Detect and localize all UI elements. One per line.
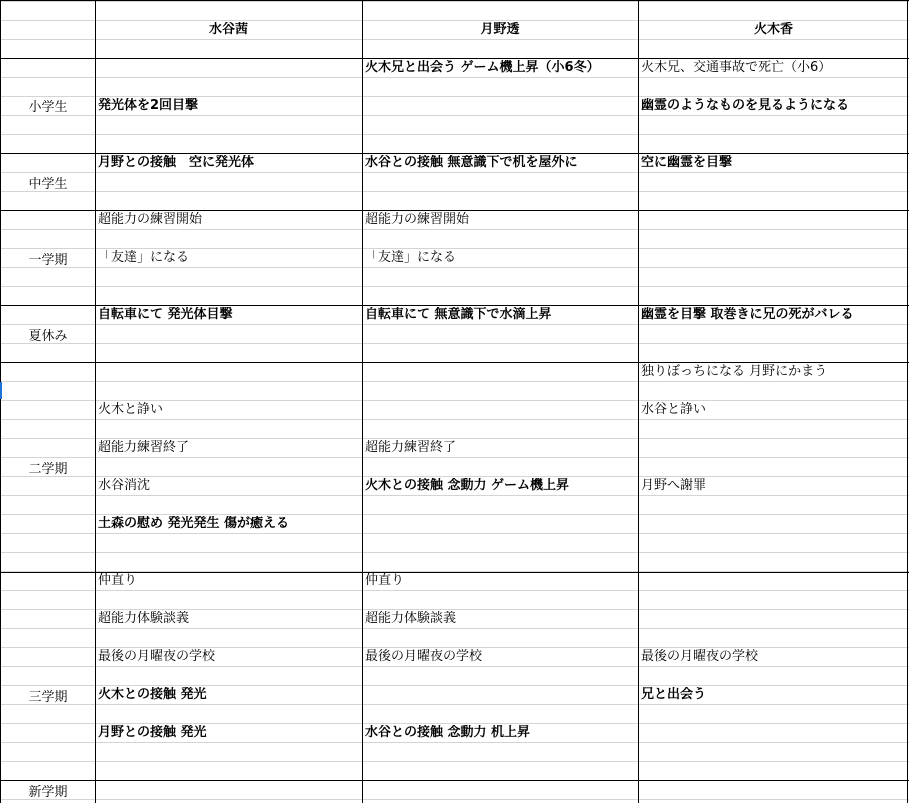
row-gridline <box>0 77 909 78</box>
row-gridline <box>0 647 909 648</box>
timeline-entry[interactable]: 火木兄と出会う ゲーム機上昇（小6冬） <box>365 60 600 75</box>
row-gridline <box>0 590 909 591</box>
row-gridline <box>0 723 909 724</box>
row-gridline <box>0 134 909 135</box>
row-gridline <box>0 457 909 458</box>
column-border <box>362 0 363 803</box>
timeline-entry[interactable]: 最後の月曜夜の学校 <box>365 649 483 664</box>
timeline-entry[interactable]: 仲直り <box>365 573 405 588</box>
period-label: 三学期 <box>28 690 68 705</box>
row-gridline <box>0 799 909 800</box>
timeline-entry[interactable]: 水谷との接触 念動力 机上昇 <box>365 725 531 740</box>
section-border <box>0 153 909 154</box>
row-gridline <box>0 381 909 382</box>
column-border <box>907 0 908 803</box>
timeline-entry[interactable]: 月野との接触 空に発光体 <box>98 155 255 170</box>
row-gridline <box>0 96 909 97</box>
row-gridline <box>0 685 909 686</box>
timeline-entry[interactable]: 土森の慰め 発光発生 傷が癒える <box>98 516 290 531</box>
period-label: 夏休み <box>28 329 68 344</box>
timeline-entry[interactable]: 幽霊のようなものを見るようになる <box>641 98 850 113</box>
column-header: 水谷茜 <box>208 22 248 37</box>
timeline-entry[interactable]: 超能力体験談義 <box>98 611 190 626</box>
timeline-entry[interactable]: 超能力練習終了 <box>98 440 190 455</box>
row-gridline <box>0 39 909 40</box>
row-gridline <box>0 495 909 496</box>
timeline-entry[interactable]: 自転車にて 無意識下で水滴上昇 <box>365 307 552 322</box>
column-border <box>0 0 1 803</box>
row-gridline <box>0 704 909 705</box>
timeline-entry[interactable]: 「友達」になる <box>98 250 190 265</box>
row-gridline <box>0 1 909 2</box>
column-border <box>95 0 96 803</box>
timeline-entry[interactable]: 幽霊を目撃 取巻きに兄の死がバレる <box>641 307 854 322</box>
section-border <box>0 780 909 781</box>
column-header: 月野透 <box>480 22 520 37</box>
row-gridline <box>0 400 909 401</box>
row-gridline <box>0 761 909 762</box>
row-gridline <box>0 609 909 610</box>
timeline-entry[interactable]: 兄と出会う <box>641 687 707 702</box>
timeline-entry[interactable]: 火木と諍い <box>98 402 164 417</box>
timeline-entry[interactable]: 水谷消沈 <box>98 478 151 493</box>
section-border <box>0 362 909 363</box>
timeline-entry[interactable]: 火木兄、交通事故で死亡（小6） <box>641 60 832 75</box>
row-gridline <box>0 191 909 192</box>
timeline-entry[interactable]: 仲直り <box>98 573 138 588</box>
timeline-entry[interactable]: 超能力の練習開始 <box>365 212 470 227</box>
row-gridline <box>0 666 909 667</box>
timeline-entry[interactable]: 最後の月曜夜の学校 <box>641 649 759 664</box>
timeline-entry[interactable]: 水谷との接触 無意識下で机を屋外に <box>365 155 578 170</box>
row-gridline <box>0 229 909 230</box>
section-border <box>0 210 909 211</box>
row-gridline <box>0 20 909 21</box>
section-border <box>0 58 909 59</box>
row-gridline <box>0 286 909 287</box>
timeline-entry[interactable]: 月野との接触 発光 <box>98 725 207 740</box>
timeline-entry[interactable]: 超能力練習終了 <box>365 440 457 455</box>
timeline-entry[interactable]: 火木との接触 発光 <box>98 687 207 702</box>
row-gridline <box>0 438 909 439</box>
row-gridline <box>0 742 909 743</box>
section-border <box>0 305 909 306</box>
section-border <box>0 0 909 1</box>
timeline-entry[interactable]: 火木との接触 念動力 ゲーム機上昇 <box>365 478 570 493</box>
timeline-entry[interactable]: 月野へ謝罪 <box>641 478 707 493</box>
timeline-entry[interactable]: 最後の月曜夜の学校 <box>98 649 216 664</box>
timeline-entry[interactable]: 発光体を2回目撃 <box>98 98 199 113</box>
timeline-entry[interactable]: 独りぼっちになる 月野にかまう <box>641 364 828 379</box>
row-gridline <box>0 514 909 515</box>
timeline-entry[interactable]: 超能力体験談義 <box>365 611 457 626</box>
column-border <box>638 0 639 803</box>
timeline-entry[interactable]: 水谷と諍い <box>641 402 707 417</box>
row-gridline <box>0 628 909 629</box>
row-gridline <box>0 343 909 344</box>
row-gridline <box>0 248 909 249</box>
row-gridline <box>0 533 909 534</box>
period-label: 二学期 <box>28 462 68 477</box>
cell-cursor <box>0 382 2 399</box>
timeline-entry[interactable]: 空に幽霊を目撃 <box>641 155 733 170</box>
row-gridline <box>0 115 909 116</box>
timeline-entry[interactable]: 超能力の練習開始 <box>98 212 203 227</box>
row-gridline <box>0 324 909 325</box>
timeline-entry[interactable]: 自転車にて 発光体目撃 <box>98 307 233 322</box>
period-label: 新学期 <box>28 785 68 800</box>
period-label: 一学期 <box>28 253 68 268</box>
column-header: 火木香 <box>753 22 793 37</box>
row-gridline <box>0 419 909 420</box>
period-label: 小学生 <box>28 100 68 115</box>
row-gridline <box>0 552 909 553</box>
timeline-entry[interactable]: 「友達」になる <box>365 250 457 265</box>
row-gridline <box>0 476 909 477</box>
row-gridline <box>0 172 909 173</box>
period-label: 中学生 <box>28 177 68 192</box>
row-gridline <box>0 267 909 268</box>
